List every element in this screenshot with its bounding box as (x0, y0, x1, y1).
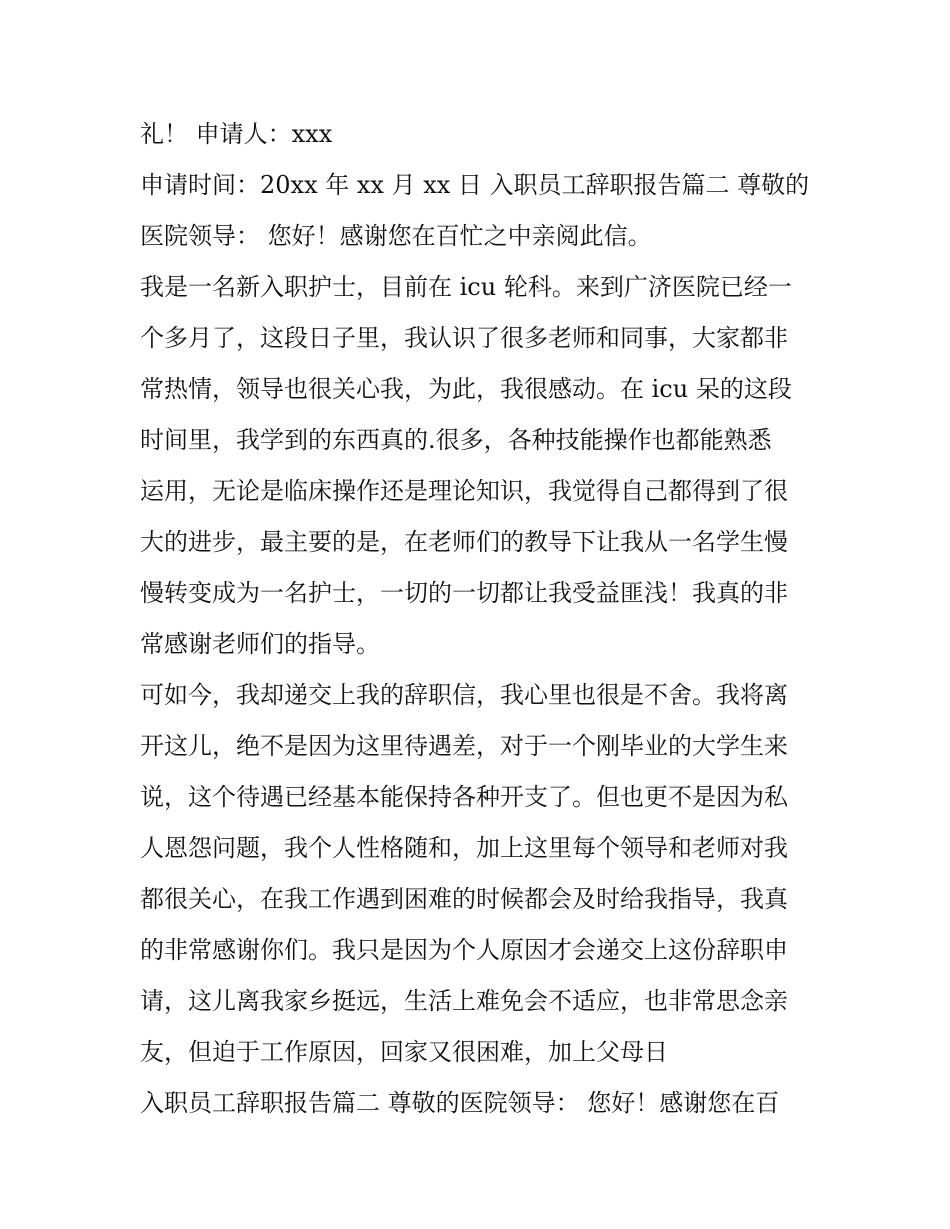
text-line: 时间里，我学到的东西真的.很多，各种技能操作也都能熟悉 (140, 426, 772, 454)
text-line: 友，但迫于工作原因，回家又很困难，加上父母日 (140, 1038, 668, 1066)
text-line: 礼！ 申请人：xxx (140, 120, 333, 148)
text-line: 我是一名新入职护士，目前在 icu 轮科。来到广济医院已经一 (140, 273, 792, 301)
text-line: 请，这儿离我家乡挺远，生活上难免会不适应，也非常思念亲 (140, 987, 788, 1015)
text-line: 人恩怨问题，我个人性格随和，加上这里每个领导和老师对我 (140, 834, 788, 862)
text-line: 慢转变成为一名护士，一切的一切都让我受益匪浅！我真的非 (140, 579, 788, 607)
text-line: 大的进步，最主要的是，在老师们的教导下让我从一名学生慢 (140, 528, 788, 556)
text-line: 入职员工辞职报告篇二 尊敬的医院领导： 您好！感谢您在百 (140, 1089, 780, 1117)
text-line: 的非常感谢你们。我只是因为个人原因才会递交上这份辞职申 (140, 936, 788, 964)
text-line: 申请时间：20xx 年 xx 月 xx 日 入职员工辞职报告篇二 尊敬的 (140, 171, 810, 199)
text-line: 常感谢老师们的指导。 (140, 630, 380, 658)
text-line: 医院领导： 您好！感谢您在百忙之中亲阅此信。 (140, 222, 652, 250)
text-line: 个多月了，这段日子里，我认识了很多老师和同事，大家都非 (140, 324, 788, 352)
text-line: 开这儿，绝不是因为这里待遇差，对于一个刚毕业的大学生来 (140, 732, 788, 760)
text-line: 运用，无论是临床操作还是理论知识，我觉得自己都得到了很 (140, 477, 788, 505)
document-body (140, 109, 820, 1129)
text-line: 都很关心，在我工作遇到困难的时候都会及时给我指导，我真 (140, 885, 788, 913)
text-line: 常热情，领导也很关心我，为此，我很感动。在 icu 呆的这段 (140, 375, 792, 403)
text-line: 说，这个待遇已经基本能保持各种开支了。但也更不是因为私 (140, 783, 788, 811)
text-line: 可如今，我却递交上我的辞职信，我心里也很是不舍。我将离 (140, 681, 788, 709)
